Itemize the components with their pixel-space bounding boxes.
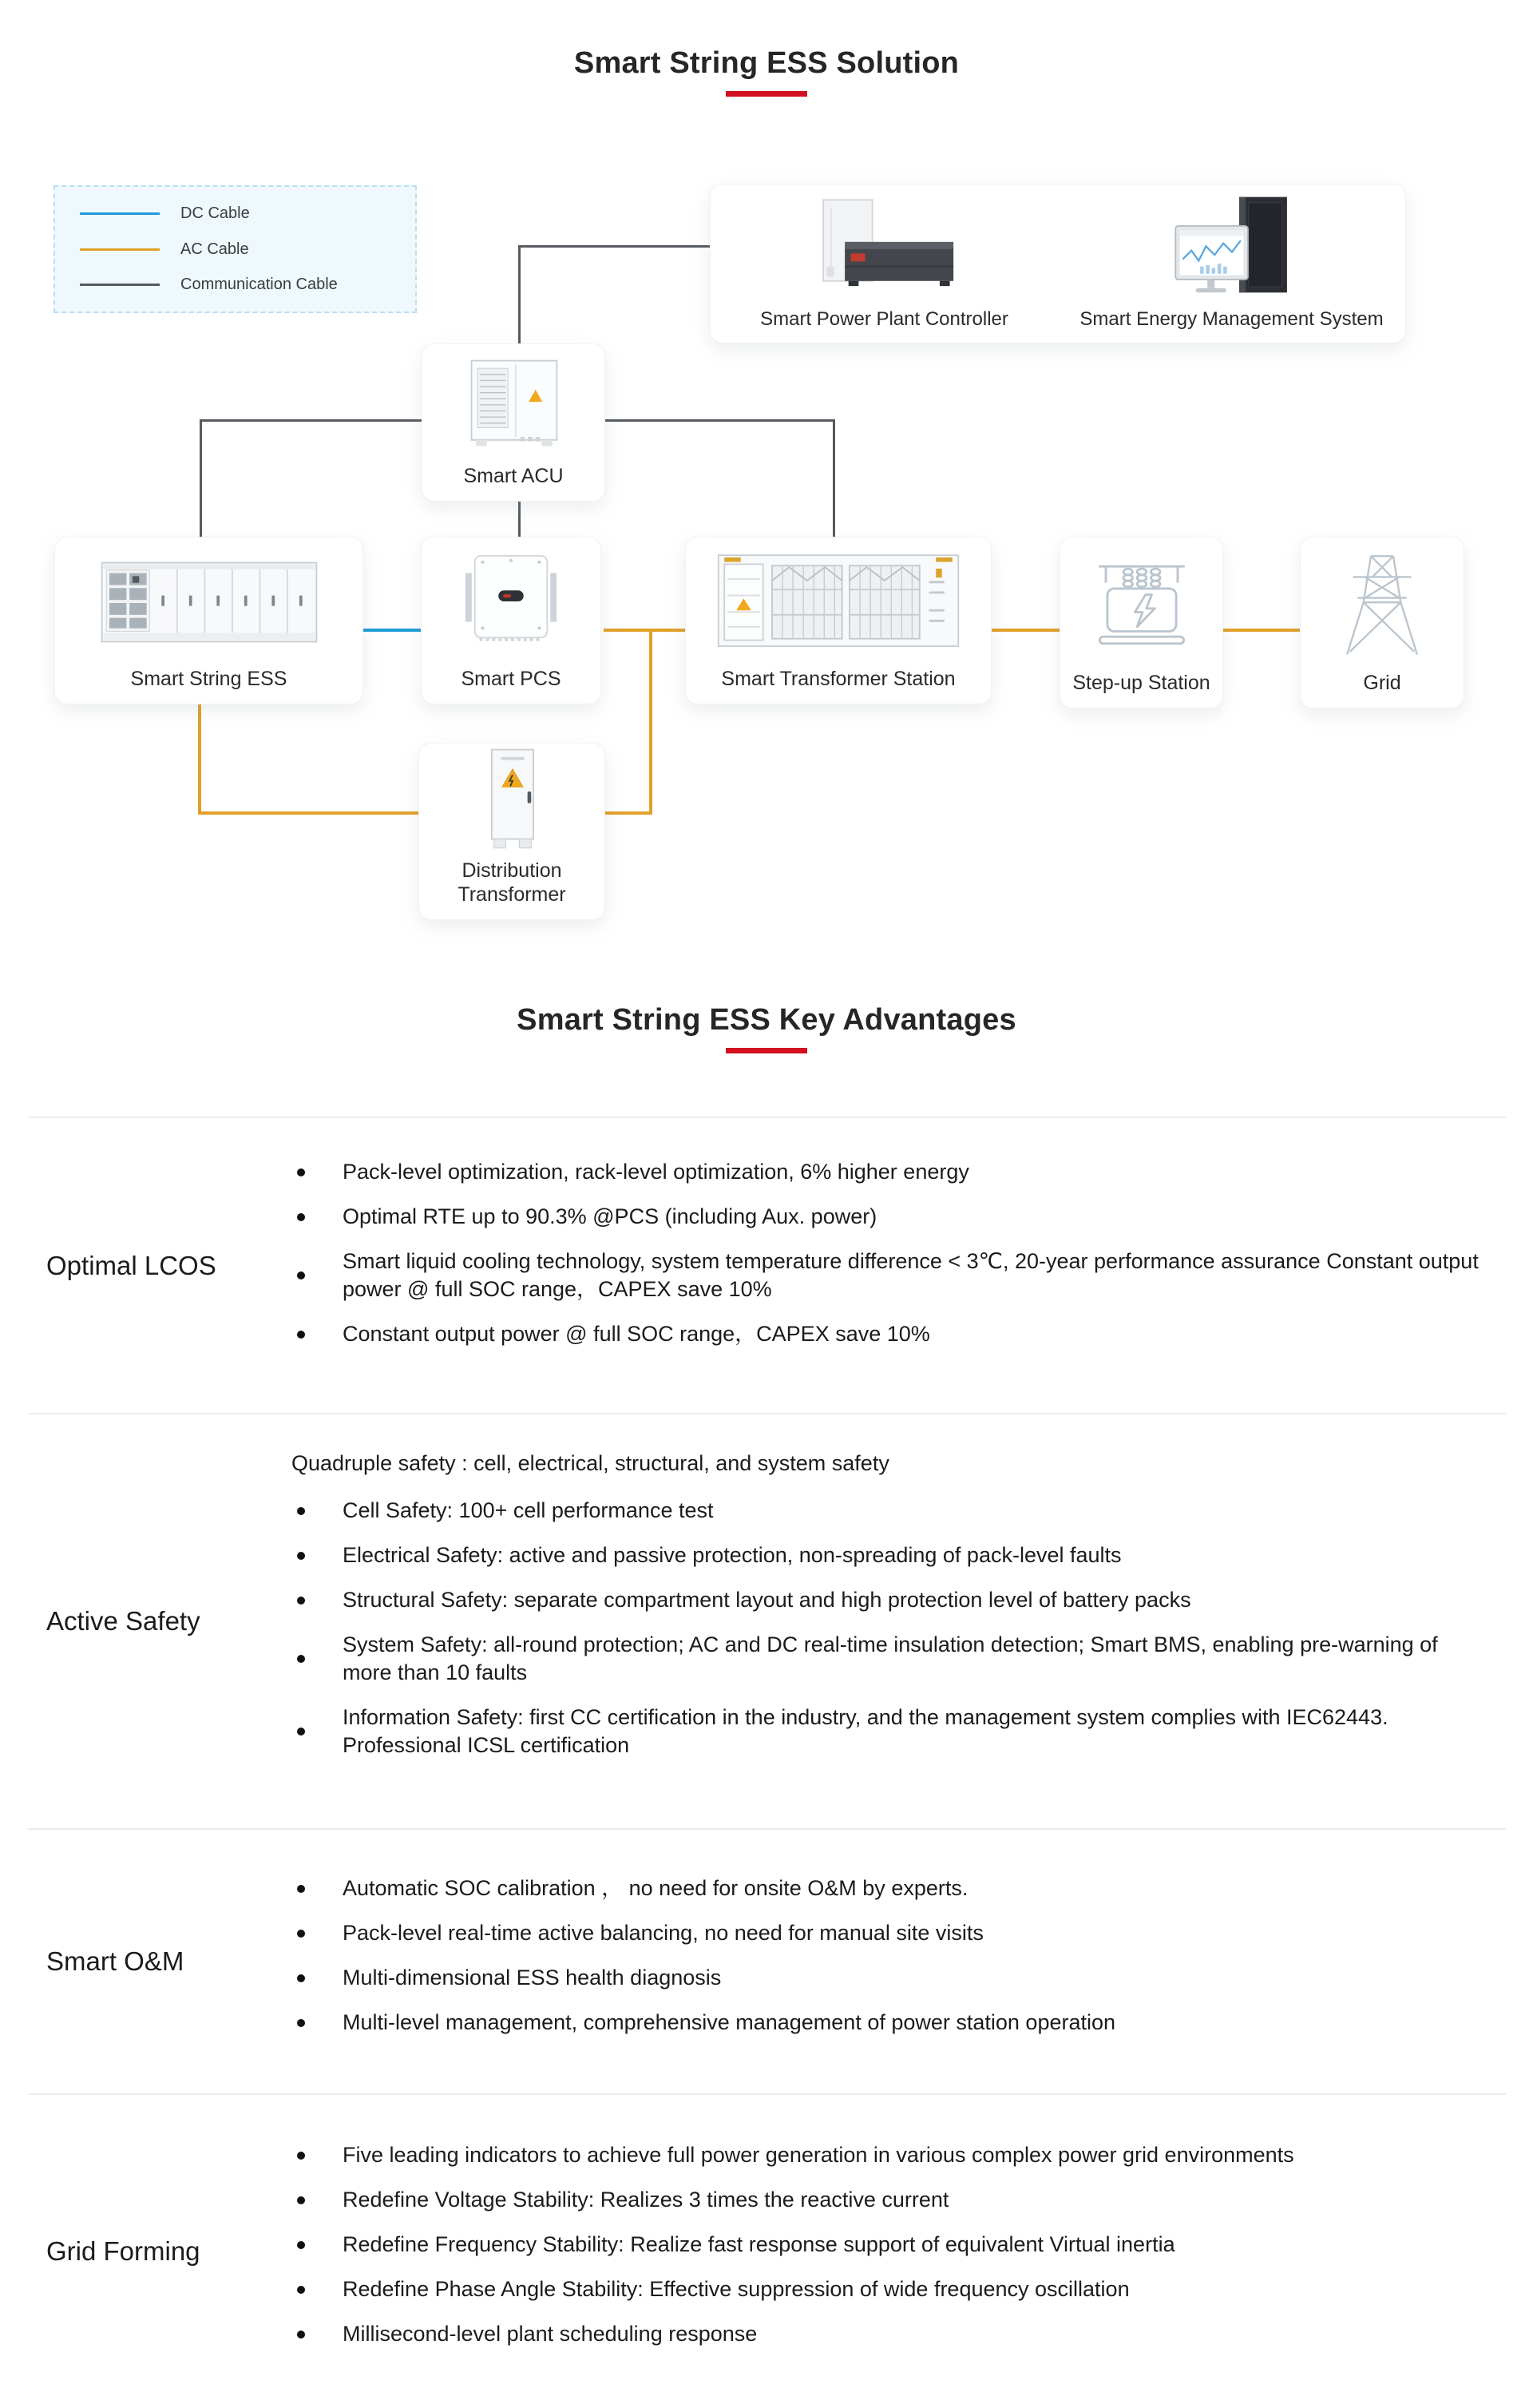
bullet-list xyxy=(291,2141,1506,2348)
bullet-dot-icon xyxy=(297,2331,305,2339)
ac-cable-line xyxy=(198,811,422,815)
bullet-item xyxy=(291,2231,1506,2259)
bullet-text: System Safety: all-round protection; AC and DC real-time insulation detection; Smart BMS, enabling pre-warning of more than 10 faults xyxy=(343,1632,1438,1684)
section-smart-om xyxy=(28,1828,1506,2093)
bullet-dot-icon xyxy=(297,1885,305,1893)
bullet-text: Constant output power @ full SOC range，CAPEX save 10% xyxy=(343,1322,930,1346)
ac-cable-line xyxy=(198,701,201,815)
power-plant-controller-icon xyxy=(773,194,996,303)
title-underline xyxy=(726,91,807,97)
bullet-text: Information Safety: first CC certification in the industry, and the management system complies with IEC62443. Professional ICSL certification xyxy=(343,1705,1388,1757)
legend-item-comm xyxy=(80,276,415,294)
comm-cable-line xyxy=(518,245,521,347)
ac-cable-line xyxy=(990,629,1062,632)
distribution-transformer-device-image xyxy=(419,744,604,859)
bullet-item xyxy=(291,2275,1506,2303)
bullet-dot-icon xyxy=(297,1552,305,1560)
section-active-safety xyxy=(28,1413,1506,1828)
section-label: Optimal LCOS xyxy=(46,1250,216,1280)
node-label: Smart ACU xyxy=(463,465,564,487)
section-content xyxy=(291,1414,1506,1828)
bullet-text: Optimal RTE up to 90.3% @PCS (including Aux. power) xyxy=(343,1204,877,1228)
bullet-item xyxy=(291,1919,1506,1947)
bullet-text: Electrical Safety: active and passive protection, non-spreading of pack-level faults xyxy=(343,1543,1122,1567)
dc-cable-swatch xyxy=(80,212,160,215)
node-label: Grid xyxy=(1363,672,1401,694)
bullet-text: Redefine Voltage Stability: Realizes 3 times the reactive current xyxy=(343,2188,949,2212)
bullet-dot-icon xyxy=(297,1331,305,1339)
acu-icon xyxy=(454,355,573,454)
cable-legend xyxy=(53,185,417,313)
ac-cable-line xyxy=(602,811,652,815)
bullet-dot-icon xyxy=(297,2019,305,2027)
grid-tower-icon xyxy=(1322,549,1442,661)
key-advantages xyxy=(28,1117,1506,2408)
comm-cable-line xyxy=(833,419,835,539)
management-card xyxy=(710,184,1406,343)
bullet-dot-icon xyxy=(297,1974,305,1982)
bullet-text: Five leading indicators to achieve full power generation in various complex power grid environments xyxy=(343,2143,1294,2167)
smart-power-plant-controller xyxy=(711,189,1058,338)
advantages-title: Smart String ESS Key Advantages xyxy=(517,1003,1016,1037)
bullet-dot-icon xyxy=(297,1271,305,1279)
section-label: Active Safety xyxy=(46,1606,200,1636)
bullet-item xyxy=(291,1586,1506,1614)
node-smart-pcs xyxy=(421,537,601,704)
section-content xyxy=(291,1830,1506,2093)
section-grid-forming xyxy=(28,2093,1506,2408)
bullet-text: Structural Safety: separate compartment layout and high protection level of battery packs xyxy=(343,1588,1191,1612)
comm-cable-line xyxy=(200,419,202,539)
bullet-dot-icon xyxy=(297,2286,305,2294)
solution-diagram-section xyxy=(0,0,1533,1117)
section-intro: Quadruple safety : cell, electrical, structural, and system safety xyxy=(291,1451,889,1475)
section-content xyxy=(291,2095,1506,2408)
ac-cable-line xyxy=(604,629,688,632)
advantages-title-underline xyxy=(726,1048,807,1053)
bullet-text: Redefine Phase Angle Stability: Effective suppression of wide frequency oscillation xyxy=(343,2277,1130,2301)
bullet-list xyxy=(291,1497,1506,1759)
ac-cable-line xyxy=(1222,629,1302,632)
bullet-item xyxy=(291,1203,1506,1231)
bullet-item xyxy=(291,1320,1506,1348)
node-distribution-transformer xyxy=(418,743,605,920)
section-optimal-lcos xyxy=(28,1117,1506,1413)
bullet-dot-icon xyxy=(297,1213,305,1221)
dc-cable-line xyxy=(361,629,423,632)
bullet-text: Smart liquid cooling technology, system temperature difference < 3℃, 20-year performance assurance Constant output power @ full SOC range，CAPEX save 10% xyxy=(343,1249,1479,1301)
bullet-item xyxy=(291,1964,1506,1992)
step-up-station-device-image xyxy=(1060,538,1222,671)
bullet-item xyxy=(291,1497,1506,1525)
bullet-item xyxy=(291,1158,1506,1186)
distribution-transformer-icon xyxy=(466,745,558,857)
smart-energy-management-system xyxy=(1058,189,1405,338)
ess-container-icon xyxy=(89,546,329,658)
bullet-dot-icon xyxy=(297,2241,305,2249)
node-label: Smart PCS xyxy=(461,668,561,690)
legend-item-ac xyxy=(80,240,415,259)
bullet-list xyxy=(291,1874,1506,2037)
grid-device-image xyxy=(1301,538,1464,671)
node-smart-transformer-station xyxy=(685,537,992,704)
bullet-text: Multi-dimensional ESS health diagnosis xyxy=(343,1966,722,1989)
bullet-dot-icon xyxy=(297,2196,305,2204)
legend-label: Communication Cable xyxy=(180,276,338,294)
transformer-station-icon xyxy=(707,546,970,658)
node-label: Smart Power Plant Controller xyxy=(760,308,1008,330)
bullet-text: Redefine Frequency Stability: Realize fast response support of equivalent Virtual inertia xyxy=(343,2232,1175,2256)
node-step-up-station xyxy=(1060,537,1223,708)
bullet-list xyxy=(291,1158,1506,1348)
node-label: Distribution Transformer xyxy=(458,859,566,906)
comm-cable-line xyxy=(604,419,835,422)
node-label: Smart Transformer Station xyxy=(721,668,956,690)
node-smart-acu xyxy=(422,343,605,502)
bullet-item xyxy=(291,2141,1506,2169)
ems-device-image xyxy=(1058,189,1405,307)
ems-icon xyxy=(1120,194,1344,303)
comm-cable-line xyxy=(518,245,711,248)
step-up-station-icon xyxy=(1082,551,1202,658)
comm-cable-line xyxy=(518,500,521,540)
bullet-dot-icon xyxy=(297,1728,305,1736)
bullet-item xyxy=(291,1248,1506,1303)
comm-cable-swatch xyxy=(80,284,160,286)
bullet-item xyxy=(291,1704,1506,1759)
bullet-text: Automatic SOC calibration ， no need for onsite O&M by experts. xyxy=(343,1876,969,1900)
bullet-dot-icon xyxy=(297,1597,305,1605)
node-grid xyxy=(1300,537,1464,708)
bullet-text: Pack-level real-time active balancing, no need for manual site visits xyxy=(343,1921,984,1945)
node-label: Smart String ESS xyxy=(130,668,287,690)
transformer-station-device-image xyxy=(686,538,991,667)
legend-item-dc xyxy=(80,204,415,223)
string-ess-device-image xyxy=(55,538,362,667)
section-content xyxy=(291,1118,1506,1413)
smart-pcs-device-image xyxy=(422,538,600,667)
ac-cable-line xyxy=(649,629,652,815)
bullet-dot-icon xyxy=(297,1655,305,1663)
bullet-item xyxy=(291,2186,1506,2214)
ac-cable-swatch xyxy=(80,248,160,251)
section-label: Grid Forming xyxy=(46,2236,200,2266)
bullet-dot-icon xyxy=(297,1507,305,1515)
smart-acu-device-image xyxy=(422,344,604,464)
legend-label: DC Cable xyxy=(180,204,250,222)
node-label: Smart Energy Management System xyxy=(1079,308,1384,330)
node-label: Step-up Station xyxy=(1072,672,1210,694)
bullet-item xyxy=(291,1631,1506,1687)
comm-cable-line xyxy=(200,419,423,422)
node-smart-string-ess xyxy=(54,537,363,704)
power-plant-controller-device-image xyxy=(711,189,1058,307)
pcs-icon xyxy=(455,551,567,653)
bullet-item xyxy=(291,1874,1506,1902)
bullet-item xyxy=(291,1541,1506,1569)
bullet-text: Cell Safety: 100+ cell performance test xyxy=(343,1498,714,1522)
bullet-item xyxy=(291,2009,1506,2037)
bullet-text: Pack-level optimization, rack-level optimization, 6% higher energy xyxy=(343,1160,969,1184)
bullet-dot-icon xyxy=(297,1168,305,1176)
bullet-dot-icon xyxy=(297,1930,305,1938)
section-label: Smart O&M xyxy=(46,1946,184,1976)
bullet-text: Multi-level management, comprehensive management of power station operation xyxy=(343,2010,1116,2034)
legend-label: AC Cable xyxy=(180,240,249,258)
bullet-item xyxy=(291,2320,1506,2348)
page-title: Smart String ESS Solution xyxy=(573,46,960,80)
bullet-text: Millisecond-level plant scheduling response xyxy=(343,2322,758,2346)
bullet-dot-icon xyxy=(297,2152,305,2160)
